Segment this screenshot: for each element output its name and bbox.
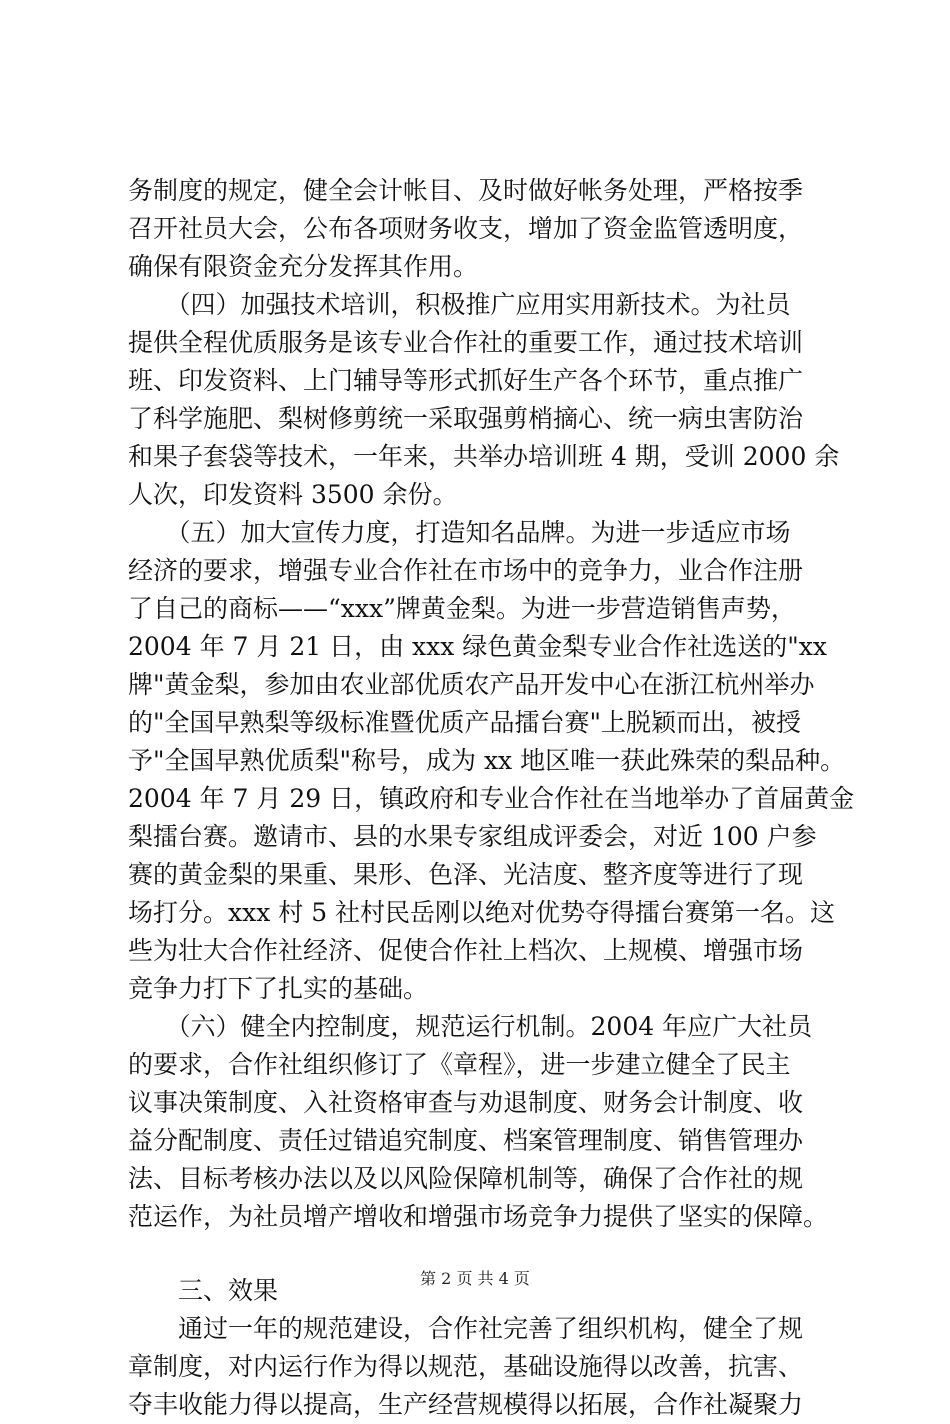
body-line: 2004 年 7 月 29 日，镇政府和专业合作社在当地举办了首届黄金: [128, 784, 855, 813]
body-line: 梨擂台赛。邀请市、县的水果专家组成评委会，对近 100 户参: [128, 822, 817, 851]
document-body: [128, 172, 855, 1424]
body-line: （四）加强技术培训，积极推广应用实用新技术。为社员: [128, 290, 791, 319]
body-line: 些为壮大合作社经济、促使合作社上档次、上规模、增强市场: [128, 936, 804, 965]
body-line: 章制度，对内运行作为得以规范，基础设施得以改善，抗害、: [128, 1352, 804, 1381]
body-line: 通过一年的规范建设，合作社完善了组织机构，健全了规: [128, 1314, 804, 1343]
body-line: 竞争力打下了扎实的基础。: [128, 974, 429, 1003]
body-line: 和果子套袋等技术，一年来，共举办培训班 4 期，受训 2000 余: [128, 442, 840, 471]
body-line: 益分配制度、责任过错追究制度、档案管理制度、销售管理办: [128, 1126, 804, 1155]
paragraph-gap: [128, 1236, 836, 1272]
body-line: 经济的要求，增强专业合作社在市场中的竞争力，业合作注册: [128, 556, 804, 585]
body-line: 场打分。xxx 村 5 社村民岳刚以绝对优势夺得擂台赛第一名。这: [128, 898, 836, 927]
section-heading: 三、效果: [128, 1276, 279, 1305]
body-line: 的要求，合作社组织修订了《章程》，进一步建立健全了民主: [128, 1050, 791, 1079]
body-line: 班、印发资料、上门辅导等形式抓好生产各个环节，重点推广: [128, 366, 804, 395]
page-number-footer: 第 2 页 共 4 页: [420, 1269, 530, 1288]
body-line: 了自己的商标——“xxx”牌黄金梨。为进一步营造销售声势，: [128, 594, 796, 623]
body-line: 了科学施肥、梨树修剪统一采取强剪梢摘心、统一病虫害防治: [128, 404, 804, 433]
body-line: 夺丰收能力得以提高，生产经营规模得以拓展，合作社凝聚力: [128, 1390, 804, 1419]
body-line: （六）健全内控制度，规范运行机制。2004 年应广大社员: [128, 1012, 813, 1041]
body-line: 务制度的规定，健全会计帐目、及时做好帐务处理，严格按季: [128, 176, 804, 205]
body-line: 法、目标考核办法以及以风险保障机制等，确保了合作社的规: [128, 1164, 804, 1193]
body-line: 议事决策制度、入社资格审查与劝退制度、财务会计制度、收: [128, 1088, 804, 1117]
body-line: 予"全国早熟优质梨"称号，成为 xx 地区唯一获此殊荣的梨品种。: [128, 746, 846, 775]
body-line: 范运作，为社员增产增收和增强市场竞争力提供了坚实的保障。: [128, 1202, 829, 1231]
body-line: （五）加大宣传力度，打造知名品牌。为进一步适应市场: [128, 518, 791, 547]
body-line: 的"全国早熟梨等级标准暨优质产品擂台赛"上脱颖而出，被授: [128, 708, 802, 737]
body-line: 提供全程优质服务是该专业合作社的重要工作，通过技术培训: [128, 328, 804, 357]
body-line: 赛的黄金梨的果重、果形、色泽、光洁度、整齐度等进行了现: [128, 860, 804, 889]
body-line: 2004 年 7 月 21 日，由 xxx 绿色黄金梨专业合作社选送的"xx: [128, 632, 827, 661]
body-line: 人次，印发资料 3500 余份。: [128, 480, 458, 509]
body-line: 确保有限资金充分发挥其作用。: [128, 252, 479, 281]
body-line: 牌"黄金梨，参加由农业部优质农产品开发中心在浙江杭州举办: [128, 670, 815, 699]
body-line: 召开社员大会，公布各项财务收支，增加了资金监管透明度，: [128, 214, 804, 243]
